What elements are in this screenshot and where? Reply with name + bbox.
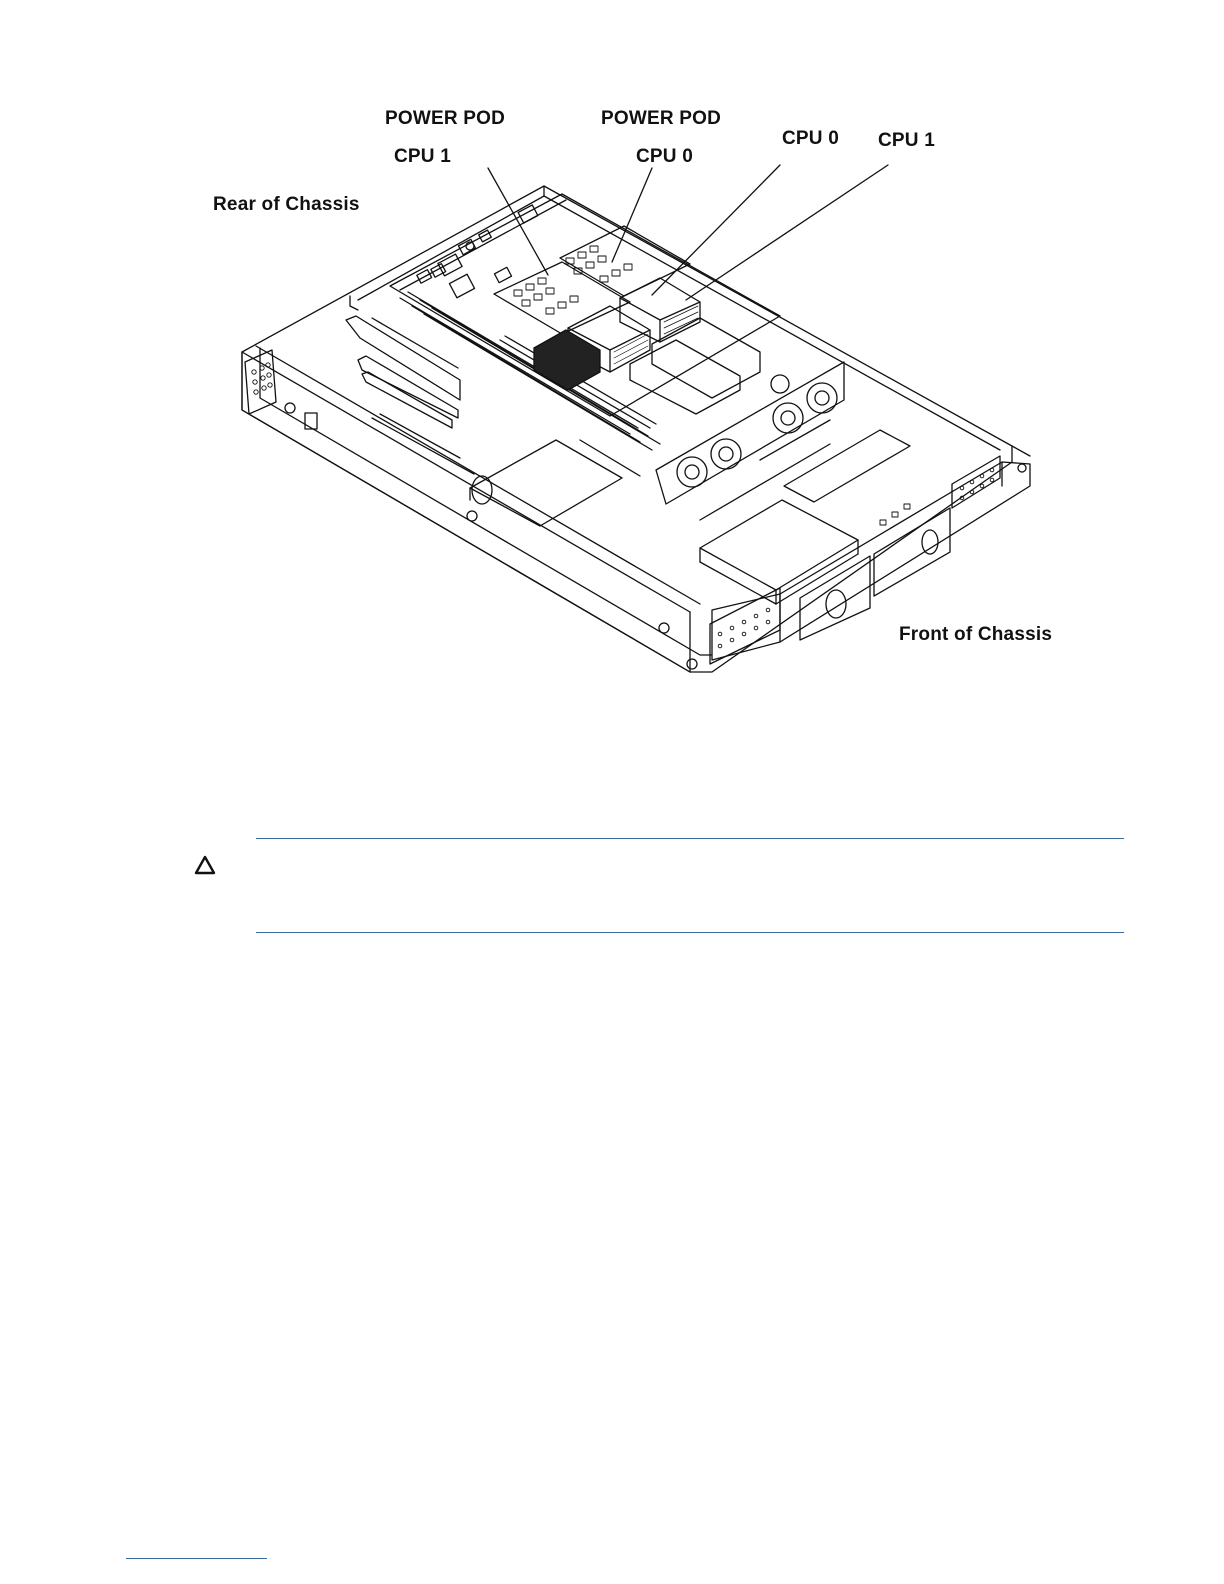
warning-triangle-icon [193,854,217,876]
leader-line-power-pod-cpu0 [612,168,652,262]
chassis-figure [0,0,1224,720]
label-rear-of-chassis: Rear of Chassis [213,194,360,215]
label-cpu0: CPU 0 [782,128,839,149]
label-front-of-chassis: Front of Chassis [899,624,1053,645]
label-power-pod-1-cpu: CPU 1 [394,146,451,167]
caution-top-rule [256,838,1124,839]
label-cpu1: CPU 1 [878,130,935,151]
optical-drive-outline [700,500,858,590]
leader-line-power-pod-cpu1 [488,168,548,275]
power-pod-cpu1-outline [494,262,630,334]
label-power-pod-0: POWER POD [601,108,722,129]
label-power-pod-1: POWER POD [385,108,506,129]
chassis-outline [242,186,1012,672]
label-power-pod-0-cpu: CPU 0 [636,146,693,167]
chassis-left-wall-top [242,352,690,612]
caution-bottom-rule [256,932,1124,933]
power-pod-cpu0-outline [560,226,690,296]
leader-line-cpu0 [652,165,780,295]
footer-rule [126,1558,267,1559]
